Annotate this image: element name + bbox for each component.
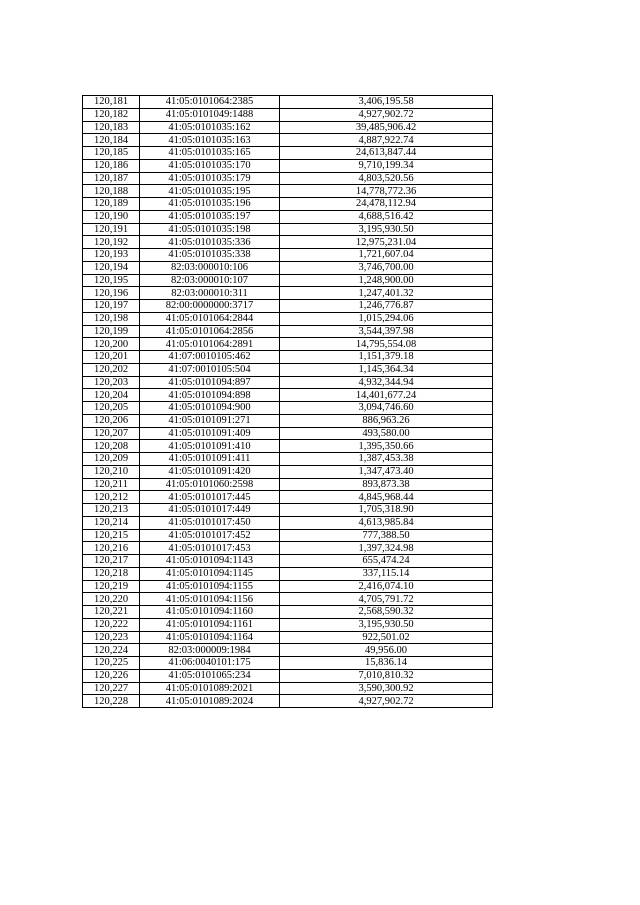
cadastral-number-cell: 41:05:0101017:453 (140, 542, 280, 555)
amount-cell: 3,195,930.50 (280, 223, 493, 236)
row-number-cell: 120,212 (83, 491, 140, 504)
amount-cell: 4,845,968.44 (280, 491, 493, 504)
table-row (83, 338, 493, 351)
row-number-cell: 120,225 (83, 657, 140, 670)
row-number-cell: 120,196 (83, 287, 140, 300)
table-row (83, 529, 493, 542)
cadastral-number-cell: 41:05:0101035:162 (140, 121, 280, 134)
amount-cell: 1,387,453.38 (280, 453, 493, 466)
cadastral-number-cell: 41:05:0101017:450 (140, 516, 280, 529)
amount-cell: 3,544,397.98 (280, 325, 493, 338)
amount-cell: 1,145,364.34 (280, 363, 493, 376)
table-row (83, 121, 493, 134)
cadastral-number-cell: 41:05:0101035:197 (140, 210, 280, 223)
amount-cell: 7,010,810.32 (280, 669, 493, 682)
amount-cell: 4,927,902.72 (280, 108, 493, 121)
row-number-cell: 120,215 (83, 529, 140, 542)
row-number-cell: 120,226 (83, 669, 140, 682)
row-number-cell: 120,204 (83, 389, 140, 402)
cadastral-number-cell: 41:05:0101094:900 (140, 402, 280, 415)
table-row (83, 657, 493, 670)
row-number-cell: 120,191 (83, 223, 140, 236)
cadastral-number-cell: 82:03:000009:1984 (140, 644, 280, 657)
amount-cell: 1,347,473.40 (280, 465, 493, 478)
table-row (83, 325, 493, 338)
cadastral-number-cell: 41:05:0101094:897 (140, 376, 280, 389)
amount-cell: 3,094,746.60 (280, 402, 493, 415)
amount-cell: 4,927,902.72 (280, 695, 493, 708)
table-row (83, 376, 493, 389)
row-number-cell: 120,217 (83, 555, 140, 568)
amount-cell: 4,705,791.72 (280, 593, 493, 606)
table-row (83, 465, 493, 478)
cadastral-number-cell: 41:05:0101094:1156 (140, 593, 280, 606)
table-row (83, 606, 493, 619)
table-row (83, 159, 493, 172)
row-number-cell: 120,201 (83, 351, 140, 364)
row-number-cell: 120,187 (83, 172, 140, 185)
data-table (82, 95, 493, 708)
table-row (83, 363, 493, 376)
cadastral-number-cell: 41:05:0101089:2024 (140, 695, 280, 708)
amount-cell: 1,151,379.18 (280, 351, 493, 364)
cadastral-number-cell: 41:05:0101017:452 (140, 529, 280, 542)
table-row (83, 261, 493, 274)
cadastral-number-cell: 82:00:0000000:3717 (140, 300, 280, 313)
table-row (83, 440, 493, 453)
table-row (83, 172, 493, 185)
table-row (83, 236, 493, 249)
cadastral-number-cell: 41:05:0101035:338 (140, 249, 280, 262)
amount-cell: 3,590,300.92 (280, 682, 493, 695)
table-row (83, 96, 493, 109)
row-number-cell: 120,203 (83, 376, 140, 389)
amount-cell: 14,795,554.08 (280, 338, 493, 351)
row-number-cell: 120,193 (83, 249, 140, 262)
table-row (83, 478, 493, 491)
cadastral-number-cell: 41:07:0010105:462 (140, 351, 280, 364)
row-number-cell: 120,189 (83, 198, 140, 211)
table-row (83, 516, 493, 529)
amount-cell: 337,115.14 (280, 567, 493, 580)
row-number-cell: 120,200 (83, 338, 140, 351)
row-number-cell: 120,190 (83, 210, 140, 223)
amount-cell: 922,501.02 (280, 631, 493, 644)
cadastral-number-cell: 41:05:0101035:195 (140, 185, 280, 198)
row-number-cell: 120,207 (83, 427, 140, 440)
table-row (83, 312, 493, 325)
table-row (83, 134, 493, 147)
cadastral-number-cell: 41:05:0101091:411 (140, 453, 280, 466)
cadastral-number-cell: 41:05:0101035:163 (140, 134, 280, 147)
table-body (83, 96, 493, 708)
table-row (83, 593, 493, 606)
cadastral-number-cell: 41:05:0101064:2891 (140, 338, 280, 351)
row-number-cell: 120,183 (83, 121, 140, 134)
amount-cell: 12,975,231.04 (280, 236, 493, 249)
row-number-cell: 120,199 (83, 325, 140, 338)
cadastral-number-cell: 41:05:0101094:1160 (140, 606, 280, 619)
row-number-cell: 120,205 (83, 402, 140, 415)
amount-cell: 655,474.24 (280, 555, 493, 568)
row-number-cell: 120,198 (83, 312, 140, 325)
amount-cell: 1,705,318.90 (280, 504, 493, 517)
table-row (83, 453, 493, 466)
cadastral-number-cell: 82:03:000010:311 (140, 287, 280, 300)
row-number-cell: 120,195 (83, 274, 140, 287)
table-row (83, 695, 493, 708)
amount-cell: 14,778,772.36 (280, 185, 493, 198)
table-row (83, 644, 493, 657)
cadastral-number-cell: 41:05:0101091:271 (140, 414, 280, 427)
table-row (83, 504, 493, 517)
amount-cell: 24,613,847.44 (280, 147, 493, 160)
row-number-cell: 120,194 (83, 261, 140, 274)
row-number-cell: 120,227 (83, 682, 140, 695)
amount-cell: 886,963.26 (280, 414, 493, 427)
row-number-cell: 120,192 (83, 236, 140, 249)
cadastral-number-cell: 41:05:0101060:2598 (140, 478, 280, 491)
cadastral-number-cell: 41:07:0010105:504 (140, 363, 280, 376)
row-number-cell: 120,186 (83, 159, 140, 172)
cadastral-number-cell: 41:06:0040101:175 (140, 657, 280, 670)
table-row (83, 567, 493, 580)
cadastral-number-cell: 41:05:0101094:898 (140, 389, 280, 402)
cadastral-number-cell: 41:05:0101049:1488 (140, 108, 280, 121)
table-row (83, 555, 493, 568)
row-number-cell: 120,211 (83, 478, 140, 491)
cadastral-number-cell: 41:05:0101094:1143 (140, 555, 280, 568)
amount-cell: 1,247,401.32 (280, 287, 493, 300)
amount-cell: 777,388.50 (280, 529, 493, 542)
cadastral-number-cell: 41:05:0101035:336 (140, 236, 280, 249)
cadastral-number-cell: 41:05:0101035:165 (140, 147, 280, 160)
cadastral-number-cell: 82:03:000010:107 (140, 274, 280, 287)
cadastral-number-cell: 41:05:0101094:1164 (140, 631, 280, 644)
table-row (83, 185, 493, 198)
cadastral-number-cell: 41:05:0101091:410 (140, 440, 280, 453)
row-number-cell: 120,184 (83, 134, 140, 147)
table-row (83, 631, 493, 644)
table-row (83, 389, 493, 402)
row-number-cell: 120,214 (83, 516, 140, 529)
amount-cell: 1,015,294.06 (280, 312, 493, 325)
table-row (83, 223, 493, 236)
amount-cell: 4,803,520.56 (280, 172, 493, 185)
cadastral-number-cell: 41:05:0101035:198 (140, 223, 280, 236)
row-number-cell: 120,182 (83, 108, 140, 121)
cadastral-number-cell: 41:05:0101017:445 (140, 491, 280, 504)
table-row (83, 542, 493, 555)
row-number-cell: 120,188 (83, 185, 140, 198)
amount-cell: 3,406,195.58 (280, 96, 493, 109)
row-number-cell: 120,202 (83, 363, 140, 376)
amount-cell: 4,887,922.74 (280, 134, 493, 147)
amount-cell: 24,478,112.94 (280, 198, 493, 211)
amount-cell: 1,395,350.66 (280, 440, 493, 453)
amount-cell: 1,397,324.98 (280, 542, 493, 555)
cadastral-number-cell: 41:05:0101017:449 (140, 504, 280, 517)
cadastral-number-cell: 41:05:0101064:2844 (140, 312, 280, 325)
cadastral-number-cell: 41:05:0101035:170 (140, 159, 280, 172)
cadastral-number-cell: 41:05:0101089:2021 (140, 682, 280, 695)
row-number-cell: 120,185 (83, 147, 140, 160)
row-number-cell: 120,220 (83, 593, 140, 606)
table-row (83, 351, 493, 364)
table-row (83, 108, 493, 121)
table-row (83, 147, 493, 160)
table-row (83, 414, 493, 427)
amount-cell: 3,195,930.50 (280, 618, 493, 631)
cadastral-number-cell: 41:05:0101065:234 (140, 669, 280, 682)
amount-cell: 3,746,700.00 (280, 261, 493, 274)
amount-cell: 1,246,776.87 (280, 300, 493, 313)
cadastral-number-cell: 41:05:0101091:409 (140, 427, 280, 440)
table-row (83, 287, 493, 300)
amount-cell: 49,956.00 (280, 644, 493, 657)
row-number-cell: 120,216 (83, 542, 140, 555)
table-row (83, 402, 493, 415)
amount-cell: 1,248,900.00 (280, 274, 493, 287)
cadastral-number-cell: 41:05:0101035:196 (140, 198, 280, 211)
row-number-cell: 120,208 (83, 440, 140, 453)
row-number-cell: 120,197 (83, 300, 140, 313)
cadastral-number-cell: 41:05:0101094:1145 (140, 567, 280, 580)
cadastral-number-cell: 41:05:0101064:2385 (140, 96, 280, 109)
table-row (83, 682, 493, 695)
row-number-cell: 120,221 (83, 606, 140, 619)
row-number-cell: 120,224 (83, 644, 140, 657)
amount-cell: 14,401,677.24 (280, 389, 493, 402)
row-number-cell: 120,223 (83, 631, 140, 644)
table-row (83, 300, 493, 313)
row-number-cell: 120,228 (83, 695, 140, 708)
row-number-cell: 120,181 (83, 96, 140, 109)
amount-cell: 2,568,590.32 (280, 606, 493, 619)
cadastral-number-cell: 41:05:0101035:179 (140, 172, 280, 185)
table-row (83, 669, 493, 682)
amount-cell: 9,710,199.34 (280, 159, 493, 172)
amount-cell: 4,688,516.42 (280, 210, 493, 223)
cadastral-number-cell: 41:05:0101064:2856 (140, 325, 280, 338)
cadastral-number-cell: 41:05:0101094:1161 (140, 618, 280, 631)
table-row (83, 427, 493, 440)
amount-cell: 39,485,906.42 (280, 121, 493, 134)
row-number-cell: 120,206 (83, 414, 140, 427)
table-row (83, 580, 493, 593)
amount-cell: 15,836.14 (280, 657, 493, 670)
row-number-cell: 120,209 (83, 453, 140, 466)
amount-cell: 493,580.00 (280, 427, 493, 440)
cadastral-number-cell: 82:03:000010:106 (140, 261, 280, 274)
row-number-cell: 120,213 (83, 504, 140, 517)
row-number-cell: 120,210 (83, 465, 140, 478)
table-row (83, 198, 493, 211)
table-row (83, 249, 493, 262)
table-row (83, 491, 493, 504)
row-number-cell: 120,222 (83, 618, 140, 631)
amount-cell: 1,721,607.04 (280, 249, 493, 262)
table-row (83, 210, 493, 223)
amount-cell: 4,613,985.84 (280, 516, 493, 529)
table-row (83, 274, 493, 287)
row-number-cell: 120,219 (83, 580, 140, 593)
row-number-cell: 120,218 (83, 567, 140, 580)
amount-cell: 2,416,074.10 (280, 580, 493, 593)
amount-cell: 4,932,344.94 (280, 376, 493, 389)
cadastral-number-cell: 41:05:0101091:420 (140, 465, 280, 478)
table-row (83, 618, 493, 631)
amount-cell: 893,873.38 (280, 478, 493, 491)
cadastral-number-cell: 41:05:0101094:1155 (140, 580, 280, 593)
